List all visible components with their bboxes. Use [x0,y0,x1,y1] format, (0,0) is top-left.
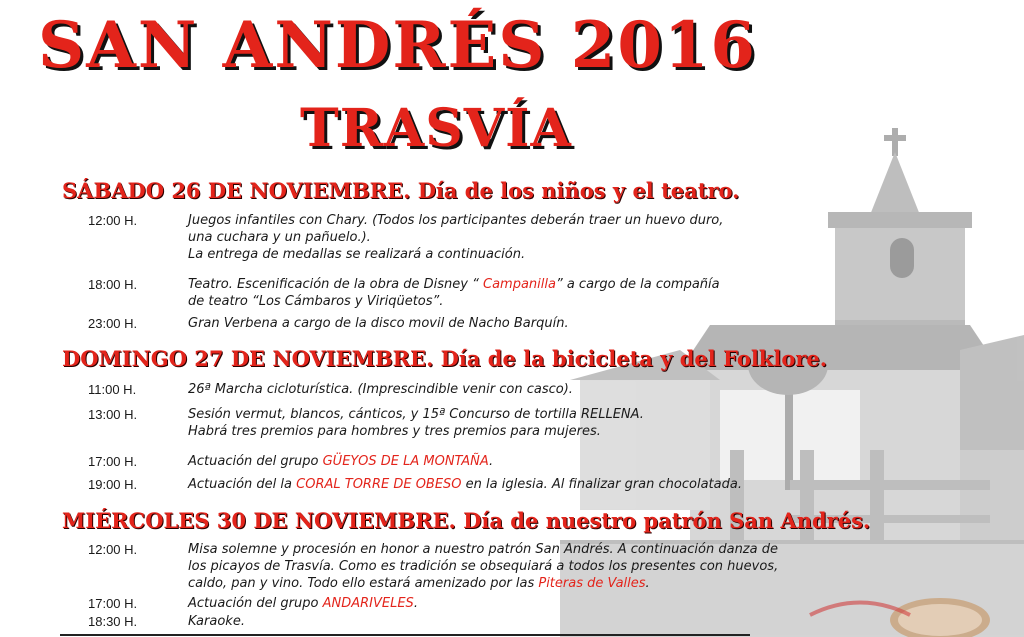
event-line: de teatro “Los Cámbaros y Viriqüetos”. [188,294,444,309]
bottom-divider [60,634,750,636]
event-time: 13:00 H. [88,407,138,422]
event-line: Karaoke. [188,614,245,629]
event-description [188,613,245,630]
event-time: 18:30 H. [88,614,138,629]
event-line: Actuación del grupo ANDARIVELES. [188,596,418,611]
event-line: Juegos infantiles con Chary. (Todos los participantes deberán traer un huevo duro, [188,213,724,228]
event-line: Misa solemne y procesión en honor a nuestro patrón San Andrés. A continuación danza de [188,542,778,557]
event-line: los picayos de Trasvía. Como es tradición se obsequiará a todos los presentes con huevos, [188,559,779,574]
event-description [188,541,778,592]
event-line: caldo, pan y vino. Todo ello estará amenizado por las Piteras de Valles. [188,576,650,591]
event-time: 12:00 H. [88,542,138,557]
event-time: 11:00 H. [88,382,137,397]
event-time: 17:00 H. [88,596,138,611]
event-description [188,476,742,493]
event-line: Gran Verbena a cargo de la disco movil de Nacho Barquín. [188,316,569,331]
event-description [188,595,418,612]
event-time: 17:00 H. [88,454,138,469]
event-description [188,315,569,332]
event-line: una cuchara y un pañuelo.). [188,230,371,245]
day-heading-wednesday: MIÉRCOLES 30 DE NOVIEMBRE. Día de nuestro patrón San Andrés. [62,508,871,533]
event-line: La entrega de medallas se realizará a continuación. [188,247,526,262]
event-line: 26ª Marcha cicloturística. (Imprescindible venir con casco). [188,382,573,397]
event-time: 19:00 H. [88,477,138,492]
poster-subtitle: TRASVÍA [300,98,572,159]
highlight-text: Campanilla [483,277,556,292]
day-heading-sunday: DOMINGO 27 DE NOVIEMBRE. Día de la bicicleta y del Folklore. [62,346,828,371]
event-line: Teatro. Escenificación de la obra de Disney “ Campanilla” a cargo de la compañía [188,277,720,292]
day-heading-saturday: SÁBADO 26 DE NOVIEMBRE. Día de los niños y el teatro. [62,178,740,203]
event-line: Actuación del la CORAL TORRE DE OBESO en la iglesia. Al finalizar gran chocolatada. [188,477,742,492]
event-description [188,381,573,398]
event-description [188,212,723,263]
event-time: 12:00 H. [88,213,138,228]
event-line: Actuación del grupo GÜEYOS DE LA MONTAÑA. [188,454,494,469]
event-time: 23:00 H. [88,316,138,331]
event-description [188,406,644,440]
highlight-text: Piteras de Valles [538,576,646,591]
event-description [188,453,493,470]
event-line: Sesión vermut, blancos, cánticos, y 15ª Concurso de tortilla RELLENA. [188,407,644,422]
event-time: 18:00 H. [88,277,138,292]
event-line: Habrá tres premios para hombres y tres premios para mujeres. [188,424,601,439]
event-description [188,276,720,310]
poster-title: SAN ANDRÉS 2016 [38,8,757,83]
highlight-text: CORAL TORRE DE OBESO [296,477,462,492]
highlight-text: GÜEYOS DE LA MONTAÑA [322,454,490,469]
highlight-text: ANDARIVELES [322,596,414,611]
